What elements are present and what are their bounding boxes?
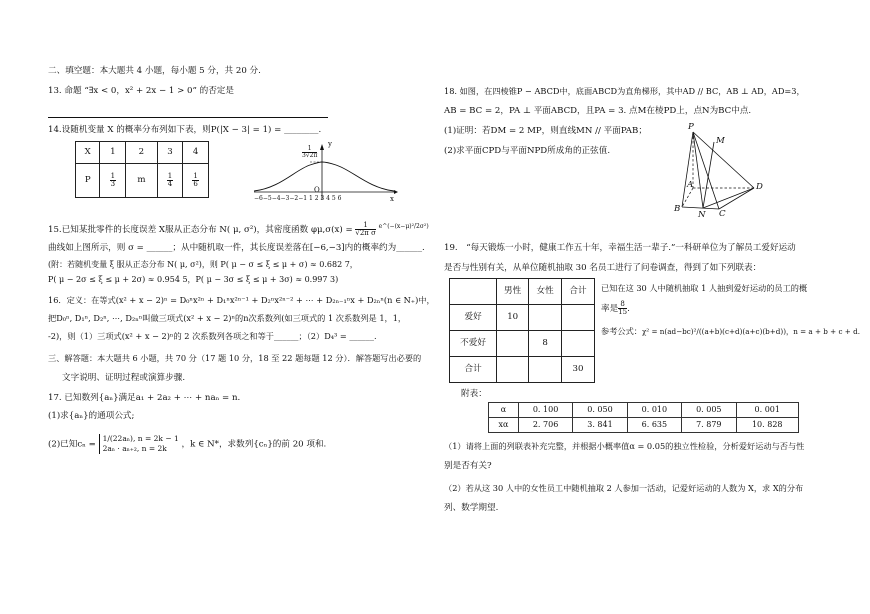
q19-side-text1: 已知在这 30 人中随机抽取 1 人抽到爱好运动的员工的概 <box>601 283 808 293</box>
label-C: C <box>719 209 726 219</box>
question-15-line2: 曲线如上图所示，则 σ = ______；从中随机取一件，其长度误差落在[−6,−3]内的概率约为______. <box>48 243 425 253</box>
segment-nd <box>703 188 754 208</box>
q14-distribution-table <box>75 141 209 198</box>
section-2-heading: 二、填空题：本大题共 4 小题，每小题 5 分，共 20 分. <box>48 66 261 76</box>
table-cell <box>529 357 562 383</box>
table-cell: 0. 100 <box>518 403 572 418</box>
table-cell: 合计 <box>450 357 497 383</box>
question-19-line1: 19. “每天锻炼一小时，健康工作五十年，幸福生活一辈子.”一科研单位为了解员工爱好运动 <box>444 243 796 253</box>
table-cell: 4 <box>183 142 209 164</box>
table-cell: m <box>126 164 157 198</box>
question-16-line1: 16．定义：在等式(x² + x − 2)ⁿ = D₀ⁿx²ⁿ + D₁ⁿx²ⁿ⁻¹ + D₂ⁿx²ⁿ⁻² + ⋯ + D₂ₙ₋₁ⁿx + D₂ₙⁿ(n ∈ N₊)中， <box>48 295 435 305</box>
question-14: 14.设随机变量 X 的概率分布列如下表，则P(|X − 3| = 1) = ________. <box>48 125 322 135</box>
table-cell: 6. 635 <box>627 418 681 433</box>
table-cell: 8 <box>529 331 562 357</box>
x-tick-labels: −6−5−4−3−2−1 1 2 3 4 5 6 <box>254 195 342 202</box>
table-cell: 10. 828 <box>736 418 799 433</box>
table-cell: 0. 050 <box>573 403 627 418</box>
table-cell: 2. 706 <box>518 418 572 433</box>
table-cell: $\frac{1}{6}$ <box>183 164 209 198</box>
question-18-line1: 18. 如图，在四棱锥P − ABCD中，底面ABCD为直角梯形，其中AD // BC，AB ⊥ AD，AD=3， <box>444 86 805 96</box>
table-cell <box>562 331 595 357</box>
appendix-label: 附表： <box>461 389 487 399</box>
table-cell <box>529 305 562 331</box>
q19-part1-line2: 别是否有关? <box>444 461 492 471</box>
table-cell: 7. 879 <box>682 418 736 433</box>
table-cell: α <box>489 403 519 418</box>
density-curve <box>254 162 394 191</box>
table-cell: 3 <box>157 142 183 164</box>
table-cell <box>450 279 497 305</box>
table-cell: 30 <box>562 357 595 383</box>
pyramid-figure <box>670 122 770 220</box>
table-cell <box>497 357 529 383</box>
question-18-line2: AB = BC = 2，PA ⊥ 平面ABCD，且PA = 3. 点M在棱PD上，点N为BC中点. <box>444 106 752 116</box>
x-axis-label: x <box>390 195 394 203</box>
table-cell: P <box>76 164 100 198</box>
segment-mn <box>703 142 714 208</box>
label-D: D <box>756 182 763 192</box>
section-3-heading: 三、解答题：本大题共 6 小题，共 70 分（17 题 10 分，18 至 22 题每题 12 分）．解答题写出必要的 <box>48 353 422 363</box>
question-18-part2: (2)求平面CPD与平面NPD所成角的正弦值. <box>444 146 611 156</box>
edge-pb <box>682 132 693 207</box>
q19-part2-line1: （2）若从这 30 人中的女性员工中随机抽取 2 人参加一活动，记爱好运动的人数为 X，求 X的分布 <box>444 483 804 493</box>
table-cell: 0. 001 <box>736 403 799 418</box>
question-17-part1: (1)求{aₙ}的通项公式; <box>48 411 135 421</box>
table-cell: X <box>76 142 100 164</box>
table-cell <box>562 305 595 331</box>
case-even: 2aₙ · aₙ₊₂, n = 2k <box>102 443 167 453</box>
q19-part2-line2: 列、数学期望. <box>444 503 499 513</box>
edge-bc <box>682 207 719 209</box>
table-cell: 0. 010 <box>627 403 681 418</box>
contingency-table <box>449 278 595 383</box>
question-19-line2: 是否与性别有关，从单位随机抽取 30 名员工进行了问卷调查，得到了如下列联表： <box>444 263 762 273</box>
table-cell: xα <box>489 418 519 433</box>
q19-part1-line1: （1）请将上面的列联表补充完整，并根据小概率值α = 0.05的独立性检验，分析爱好运动与否与性 <box>444 441 805 451</box>
label-M: M <box>716 136 725 146</box>
table-cell <box>497 331 529 357</box>
q19-side-text2: 率是 $\frac{8}{15}$ . <box>601 300 630 316</box>
question-15-line1: 15.已知某批零件的长度误差 X服从正态分布 N( μ, σ²)，其密度函数 φμ,σ(x) = $\frac{1}{\text{√2π σ}}$ $^{e\^{}(-(x-\mu)^2/2\sigma^2)}$ <box>48 221 429 237</box>
critical-value-table <box>488 402 799 433</box>
table-cell: 1 <box>100 142 126 164</box>
table-cell: 3. 841 <box>573 418 627 433</box>
table-cell: 爱好 <box>450 305 497 331</box>
question-17-part2: (2)已知cₙ = 1/(22aₙ), n = 2k − 1 2aₙ · aₙ₊₂, n = 2k ，k ∈ N*，求数列{cₙ}的前 20 项和. <box>48 434 327 453</box>
x-axis-arrow <box>394 190 398 194</box>
label-N: N <box>698 210 706 220</box>
question-15-line4: P( μ − 2σ ≤ ξ ≤ μ + 2σ) ≈ 0.954 5，P( μ − 3σ ≤ ξ ≤ μ + 3σ) ≈ 0.997 3) <box>48 275 339 284</box>
y-axis-label: y <box>328 140 332 148</box>
segment-pn <box>693 132 703 208</box>
y-axis-arrow <box>320 144 324 150</box>
label-P: P <box>688 122 694 132</box>
origin-label: O <box>314 186 320 194</box>
question-13: 13. 命题 “∃x < 0，x² + 2x − 1 > 0” 的否定是 <box>48 86 234 96</box>
label-A: A <box>687 180 694 190</box>
table-cell: 2 <box>126 142 157 164</box>
q13-answer-line <box>48 108 328 118</box>
table-cell: 0. 005 <box>682 403 736 418</box>
label-B: B <box>674 204 681 214</box>
table-cell: 合计 <box>562 279 595 305</box>
question-16-line3: -2)，则（1）三项式(x² + x − 2)ⁿ的 2 次系数列各项之和等于______；（2）D₄³ = ______. <box>48 331 377 341</box>
peak-value: $\frac{1}{3√2\pi}$ <box>302 145 318 159</box>
edge-cd <box>719 188 754 209</box>
table-cell: $\frac{1}{4}$ <box>157 164 183 198</box>
section-3-heading-cont: 文字说明、证明过程或演算步骤. <box>62 373 186 383</box>
table-cell: 10 <box>497 305 529 331</box>
table-cell: 不爱好 <box>450 331 497 357</box>
table-cell: 女性 <box>529 279 562 305</box>
question-18-part1: (1)证明：若DM = 2 MP，则直线MN // 平面PAB； <box>444 126 647 136</box>
q19-reference-formula: 参考公式：χ² = n(ad−bc)²/((a+b)(c+d)(a+c)(b+d))，n = a + b + c + d. <box>601 326 860 336</box>
normal-curve-figure <box>250 140 400 210</box>
table-cell: $\frac{1}{3}$ <box>100 164 126 198</box>
question-17-line1: 17. 已知数列{aₙ}满足a₁ + 2a₂ + ⋯ + naₙ = n. <box>48 393 241 403</box>
question-15-line3: (附：若随机变量 ξ 服从正态分布 N( μ, σ²)，则 P( μ − σ ≤ ξ ≤ μ + σ) ≈ 0.682 7， <box>48 260 358 269</box>
case-odd: 1/(22aₙ), n = 2k − 1 <box>102 434 179 443</box>
question-16-line2: 把D₀ⁿ, D₁ⁿ, D₂ⁿ, ⋯, D₂ₙⁿ叫做三项式(x² + x − 2)ⁿ的n次系数列(如三项式的 1 次系数列是 1，1， <box>48 313 407 323</box>
table-cell: 男性 <box>497 279 529 305</box>
